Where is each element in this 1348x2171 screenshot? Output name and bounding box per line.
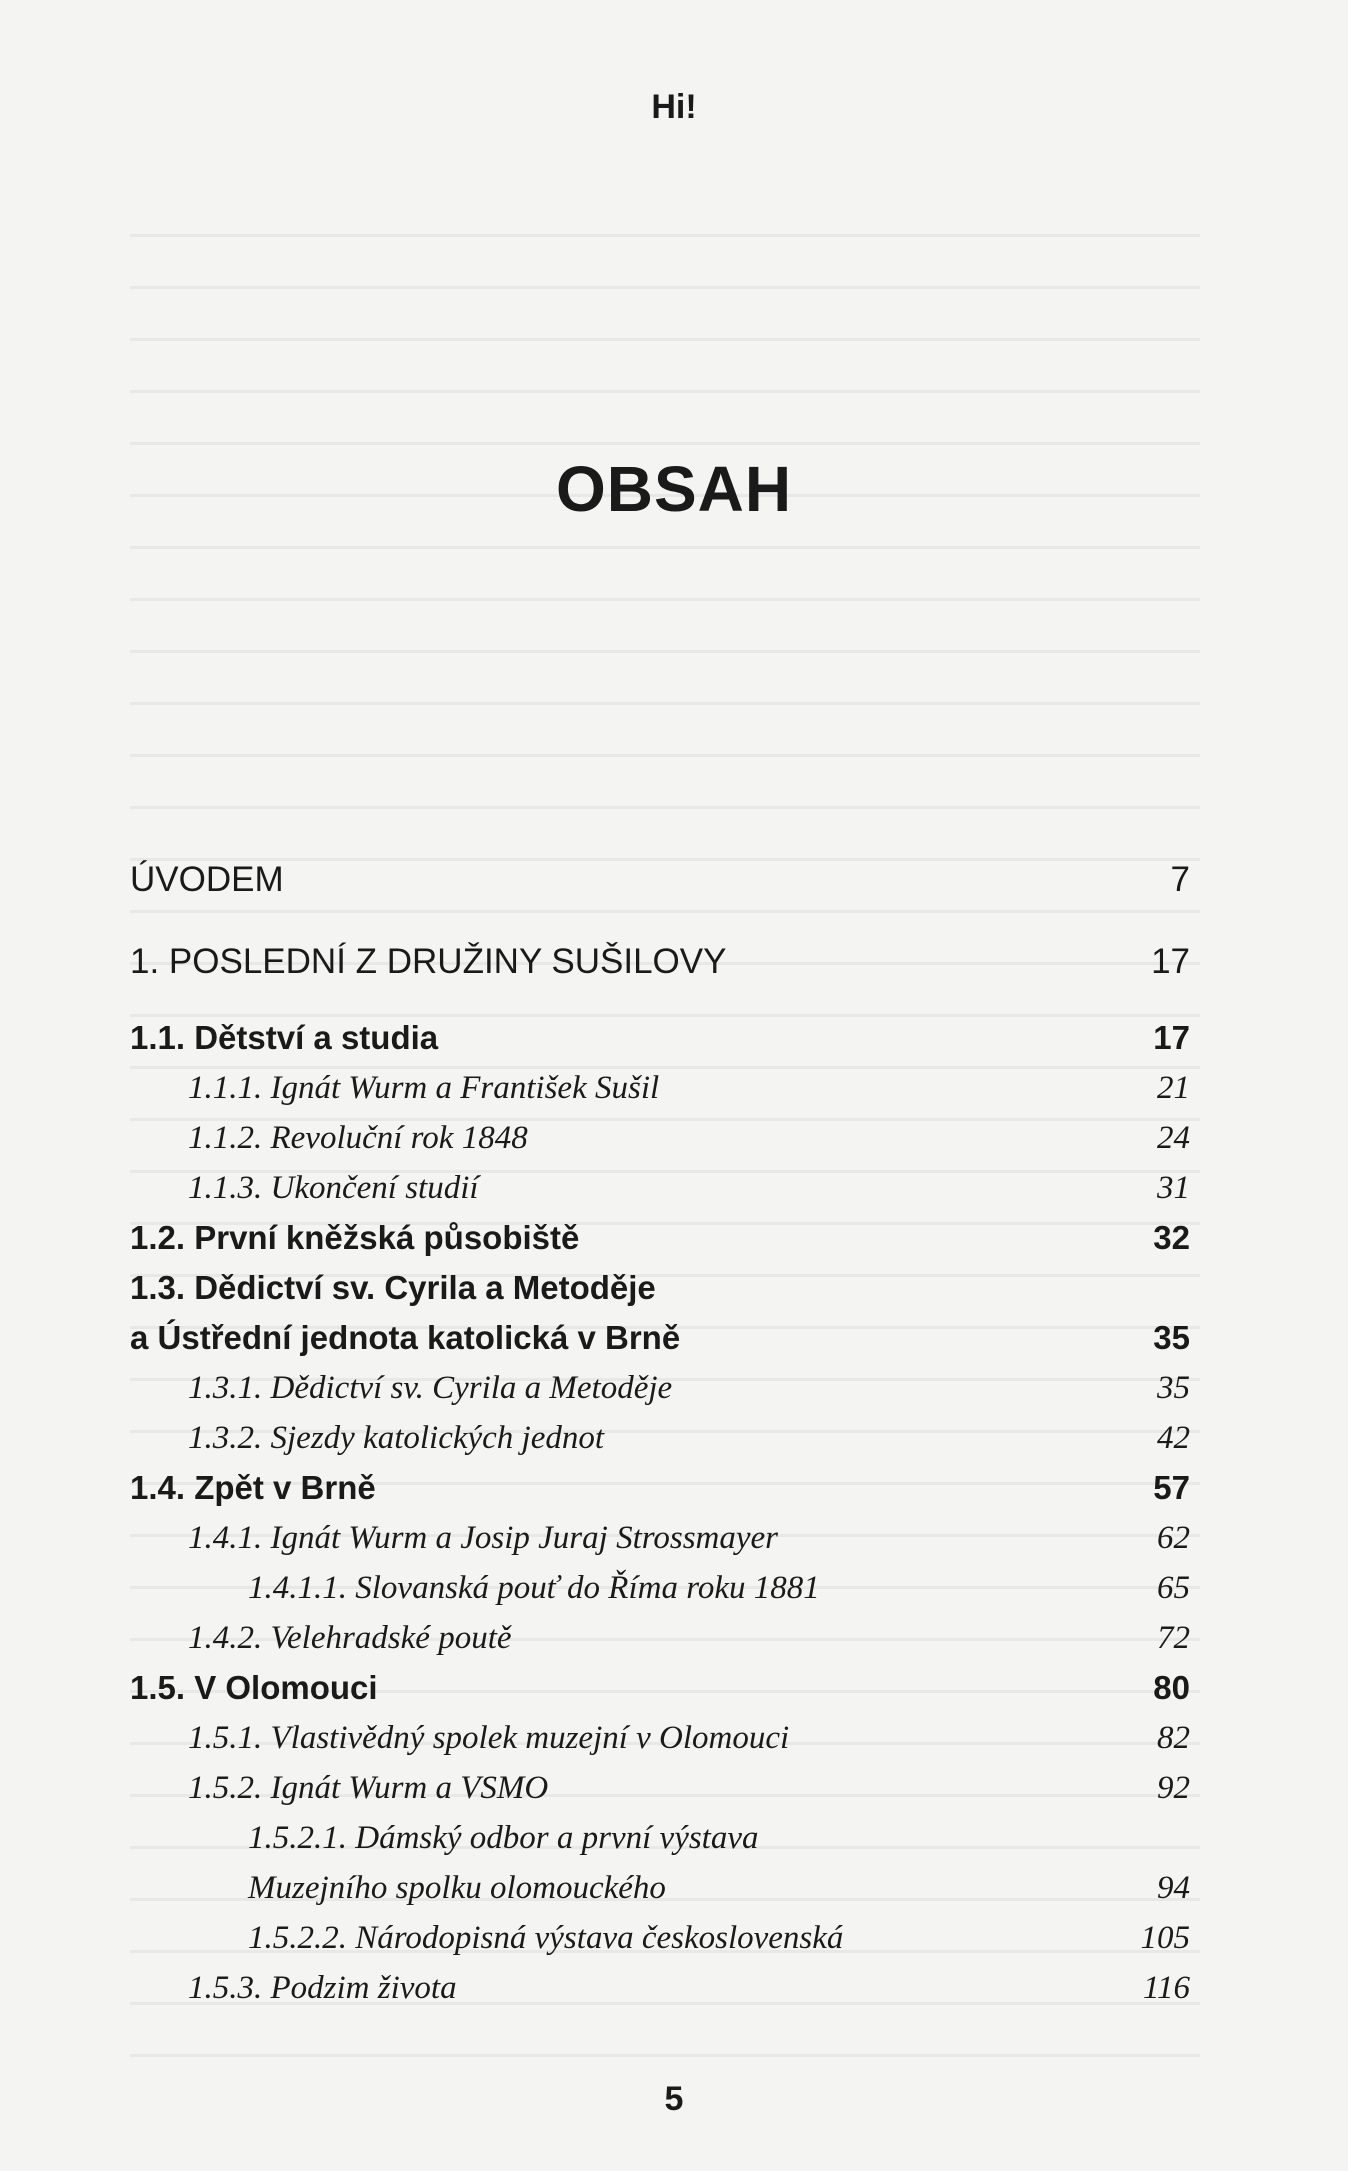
toc-entry-label: 1.4.1. Ignát Wurm a Josip Juraj Strossmayer	[188, 1520, 779, 1556]
toc-entry-page: 17	[1151, 942, 1190, 981]
toc-entry-page: 65	[1157, 1570, 1190, 1606]
toc-entry-label: 1.5.1. Vlastivědný spolek muzejní v Olomouci	[188, 1720, 790, 1756]
toc-entry-label: 1.3.1. Dědictví sv. Cyrila a Metoděje	[188, 1370, 673, 1406]
toc-entry-page: 32	[1153, 1219, 1190, 1256]
running-head: Hi!	[651, 88, 697, 126]
page-number: 5	[664, 2080, 684, 2118]
toc-entry-label: 1. POSLEDNÍ Z DRUŽINY SUŠILOVY	[130, 942, 727, 981]
toc-entry-label: 1.5. V Olomouci	[130, 1669, 378, 1706]
toc-entry-page: 82	[1157, 1720, 1190, 1756]
toc-entry-label: ÚVODEM	[130, 860, 284, 899]
toc-entry-label: 1.2. První kněžská působiště	[130, 1219, 580, 1256]
toc-entry-label: 1.5.2.2. Národopisná výstava československá	[248, 1920, 844, 1956]
toc-entry-page: 105	[1140, 1920, 1190, 1956]
toc-entry-label: 1.4.2. Velehradské poutě	[188, 1620, 512, 1656]
toc-entry-label: 1.5.2.1. Dámský odbor a první výstava	[248, 1820, 759, 1856]
page-title: OBSAH	[555, 453, 793, 525]
toc-entry-page: 21	[1157, 1070, 1190, 1106]
toc-entry-page: 31	[1157, 1170, 1190, 1206]
toc-entry-label: 1.5.3. Podzim života	[188, 1970, 457, 2006]
toc-entry-page: 94	[1157, 1870, 1190, 1906]
toc-entry-label: 1.5.2. Ignát Wurm a VSMO	[188, 1770, 549, 1806]
toc-entry-label: 1.4.1.1. Slovanská pouť do Říma roku 1881	[248, 1570, 820, 1606]
toc-entry-label: 1.3.2. Sjezdy katolických jednot	[188, 1420, 605, 1456]
toc-entry-page: 42	[1157, 1420, 1190, 1456]
toc-entry-page: 62	[1157, 1520, 1190, 1556]
toc-entry-label: a Ústřední jednota katolická v Brně	[130, 1319, 681, 1356]
toc-entry-page: 24	[1157, 1120, 1190, 1156]
toc-entry-label: 1.4. Zpět v Brně	[130, 1469, 376, 1506]
toc-entry-page: 80	[1153, 1669, 1190, 1706]
toc-entry-label: 1.1. Dětství a studia	[130, 1019, 439, 1056]
toc-entry-page: 72	[1157, 1620, 1190, 1656]
toc-entry-page: 17	[1153, 1019, 1190, 1056]
toc-entry-page: 116	[1142, 1970, 1190, 2006]
toc-entry-label: Muzejního spolku olomouckého	[248, 1870, 666, 1906]
toc-entry-label: 1.3. Dědictví sv. Cyrila a Metoděje	[130, 1269, 656, 1306]
toc-entry-page: 7	[1170, 860, 1190, 899]
toc-entry-label: 1.1.2. Revoluční rok 1848	[188, 1120, 528, 1156]
toc-entry-page: 92	[1157, 1770, 1190, 1806]
toc-entry-page: 35	[1153, 1319, 1190, 1356]
toc-entry-label: 1.1.3. Ukončení studií	[188, 1170, 479, 1206]
toc-entry-label: 1.1.1. Ignát Wurm a František Sušil	[188, 1070, 660, 1106]
toc-entry-page: 57	[1153, 1469, 1190, 1506]
toc-entry-page: 35	[1157, 1370, 1190, 1406]
